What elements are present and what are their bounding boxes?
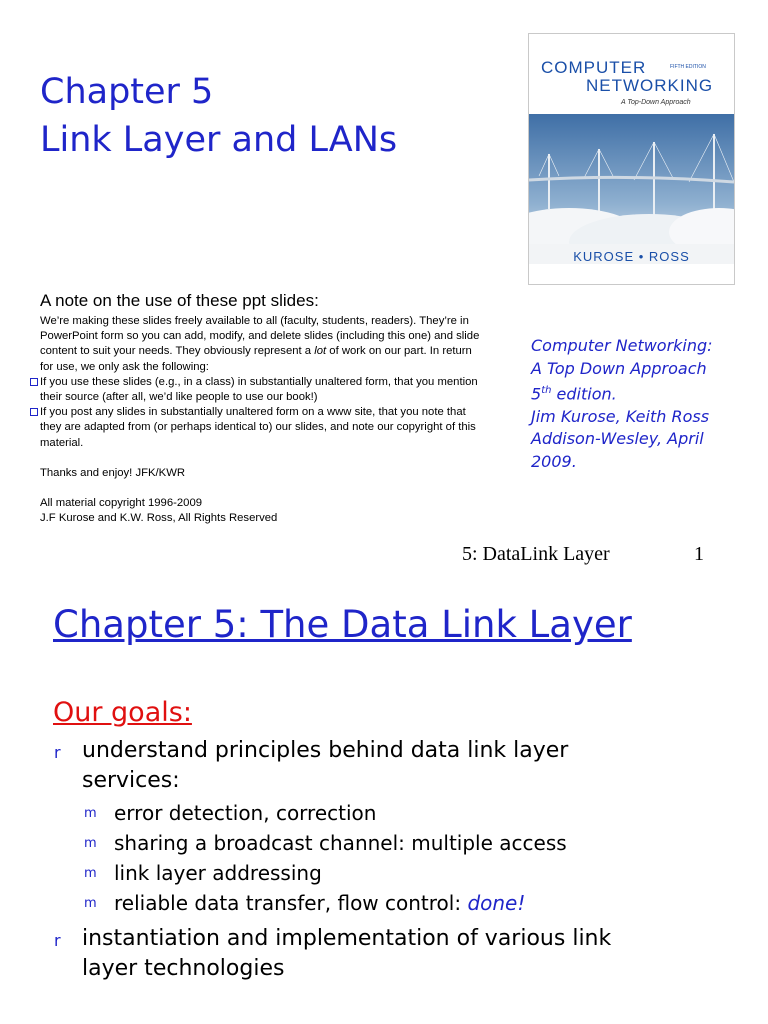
note-thanks: Thanks and enjoy! JFK/KWR (40, 466, 186, 479)
sub-goal-1 (84, 801, 377, 825)
sub-goal-4 (84, 891, 526, 915)
sub-goal-4-done: done! (467, 891, 526, 915)
citation-line-2: A Top Down Approach (531, 358, 707, 378)
bullet-r-icon: r (54, 931, 61, 950)
note-bullet-2-text: If you post any slides in substantially unaltered form on a www site, that you note that they are adapted from (or perhaps identical to) our slides, and note our copyright of this material. (40, 406, 476, 449)
note-intro-emphasis: lot (314, 345, 327, 358)
citation-edition-number: 5 (531, 384, 542, 404)
note-copyright-1: All material copyright 1996-2009 (40, 497, 203, 510)
note-intro-text: We’re making these slides freely available to all (faculty, students, readers). They’re in PowerPoint form so you can add, modify, and delete slides (including this one) and slide content to suit your needs. They obviously represent a (40, 315, 480, 358)
bullet-m-icon: m (84, 806, 97, 821)
note-intro (40, 314, 480, 375)
slide1-title-line2: Link Layer and LANs (40, 120, 398, 160)
goal-2-line-2: layer technologies (82, 956, 285, 981)
goal-1-line-2: services: (82, 768, 180, 793)
sub-goal-1-text: error detection, correction (114, 801, 377, 825)
citation-line-1: Computer Networking: (531, 336, 713, 355)
goals-heading: Our goals: (53, 697, 192, 728)
note-heading: A note on the use of these ppt slides: (40, 291, 319, 310)
square-bullet-icon (30, 378, 38, 386)
book-cover (528, 33, 735, 285)
note-bullet-1 (40, 375, 480, 405)
citation-line-6: 2009. (531, 451, 577, 471)
note-bullet-2 (40, 405, 480, 451)
bullet-r-icon: r (54, 743, 61, 762)
bullet-m-icon: m (84, 836, 97, 851)
book-subtitle: A Top-Down Approach (621, 99, 691, 106)
slide2-title: Chapter 5: The Data Link Layer (53, 603, 632, 646)
sub-goal-3 (84, 861, 322, 885)
sub-goal-3-text: link layer addressing (114, 861, 322, 885)
citation-line-4: Jim Kurose, Keith Ross (531, 406, 710, 426)
book-edition-badge: FIFTH EDITION (670, 64, 706, 70)
note-copyright-2: J.F Kurose and K.W. Ross, All Rights Reserved (40, 512, 278, 525)
book-authors: KUROSE • ROSS (573, 249, 690, 264)
goal-1-line-1: understand principles behind data link layer (82, 738, 569, 763)
note-bullet-1-text: If you use these slides (e.g., in a class) in substantially unaltered form, that you mention their source (after all, we’d like people to use our book!) (40, 375, 478, 404)
note-body (40, 314, 480, 526)
sub-goal-2-text: sharing a broadcast channel: multiple access (114, 831, 567, 855)
goal-2-line-1: instantiation and implementation of various link (82, 926, 612, 951)
bullet-m-icon: m (84, 896, 97, 911)
goal-item-2 (54, 924, 612, 984)
slide-footer: 5: DataLink Layer (462, 543, 610, 565)
slide-page-number: 1 (694, 543, 704, 565)
note-intro-text-end: of work on our part. In return for use, we only ask the following: (40, 345, 472, 373)
book-citation (531, 335, 761, 473)
citation-line-5: Addison-Wesley, April (531, 429, 704, 449)
book-title-line2: NETWORKING (586, 76, 714, 95)
sub-goal-4-text: reliable data transfer, flow control: (114, 891, 468, 915)
slide1-title-line1: Chapter 5 (40, 72, 214, 112)
square-bullet-icon (30, 408, 38, 416)
citation-edition-text: edition. (551, 384, 617, 404)
slide1-title (40, 68, 397, 164)
book-title-line1: COMPUTER (541, 58, 647, 77)
bullet-m-icon: m (84, 866, 97, 881)
citation-edition-suffix: th (541, 385, 552, 396)
citation-line-3 (531, 380, 761, 406)
sub-goal-2 (84, 831, 567, 855)
bridge-cover-illustration (529, 114, 734, 264)
goal-item-1 (54, 736, 569, 796)
